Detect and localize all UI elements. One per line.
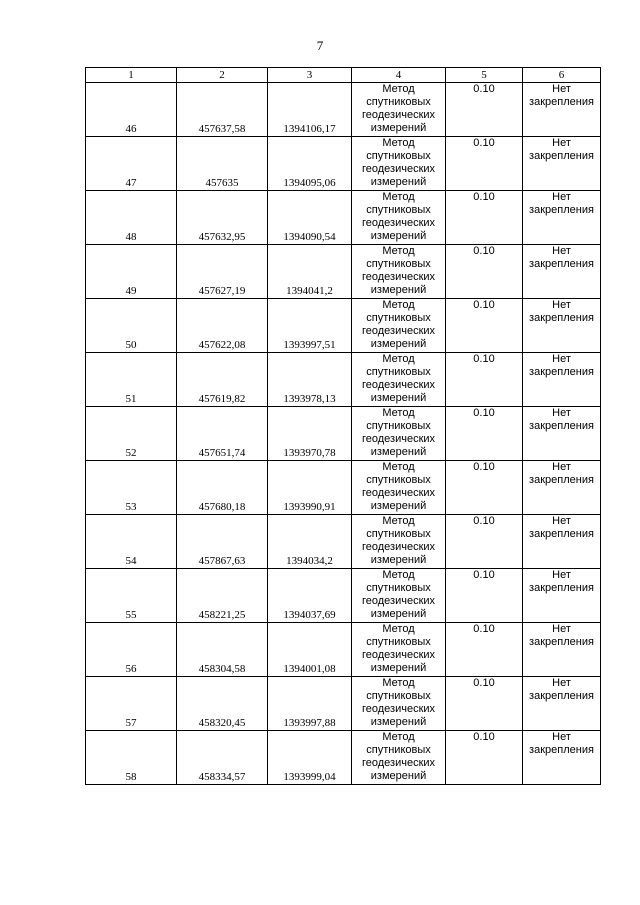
fixation-cell-text: Нет закрепления	[529, 353, 594, 378]
y-coordinate-cell-text: 1394095,06	[283, 177, 336, 189]
accuracy-cell	[446, 299, 523, 353]
point-number-cell	[86, 623, 177, 677]
table-row	[86, 191, 601, 245]
fixation-cell	[523, 407, 601, 461]
y-coordinate-cell	[268, 677, 352, 731]
y-coordinate-cell-text: 1394106,17	[283, 123, 336, 135]
x-coordinate-cell-text: 457627,19	[198, 285, 246, 297]
y-coordinate-cell	[268, 137, 352, 191]
y-coordinate-cell-text: 1394041,2	[286, 285, 333, 297]
y-coordinate-cell	[268, 353, 352, 407]
method-cell-text: Метод спутниковых геодезических измерений	[361, 623, 436, 674]
x-coordinate-cell-text: 457680,18	[198, 501, 246, 513]
fixation-cell-text: Нет закрепления	[529, 515, 594, 540]
point-number-cell-text: 48	[125, 231, 137, 243]
table-row	[86, 515, 601, 569]
x-coordinate-cell	[177, 137, 268, 191]
method-cell	[352, 407, 446, 461]
accuracy-cell-text: 0.10	[473, 515, 495, 527]
method-cell	[352, 191, 446, 245]
accuracy-cell	[446, 623, 523, 677]
page-number: 7	[316, 38, 324, 53]
accuracy-cell-text: 0.10	[473, 353, 495, 365]
fixation-cell-text: Нет закрепления	[529, 569, 594, 594]
y-coordinate-cell	[268, 299, 352, 353]
y-coordinate-cell-text: 1393997,88	[283, 717, 336, 729]
accuracy-cell-text: 0.10	[473, 569, 495, 581]
method-cell	[352, 245, 446, 299]
method-cell-text: Метод спутниковых геодезических измерений	[361, 731, 436, 782]
accuracy-cell-text: 0.10	[473, 137, 495, 149]
point-number-cell	[86, 407, 177, 461]
table-row	[86, 137, 601, 191]
header-cell-3: 3	[268, 68, 352, 83]
point-number-cell	[86, 245, 177, 299]
y-coordinate-cell	[268, 515, 352, 569]
table-row	[86, 677, 601, 731]
accuracy-cell-text: 0.10	[473, 299, 495, 311]
table-row	[86, 245, 601, 299]
point-number-cell-text: 58	[125, 771, 137, 783]
fixation-cell	[523, 353, 601, 407]
accuracy-cell-text: 0.10	[473, 407, 495, 419]
accuracy-cell-text: 0.10	[473, 623, 495, 635]
fixation-cell	[523, 677, 601, 731]
point-number-cell-text: 53	[125, 501, 137, 513]
method-cell-text: Метод спутниковых геодезических измерений	[361, 677, 436, 728]
x-coordinate-cell-text: 458334,57	[198, 771, 246, 783]
header-cell-4: 4	[352, 68, 446, 83]
method-cell-text: Метод спутниковых геодезических измерений	[361, 569, 436, 620]
point-number-cell-text: 51	[125, 393, 137, 405]
method-cell	[352, 461, 446, 515]
point-number-cell	[86, 569, 177, 623]
point-number-cell	[86, 677, 177, 731]
accuracy-cell-text: 0.10	[473, 191, 495, 203]
point-number-cell	[86, 137, 177, 191]
fixation-cell	[523, 515, 601, 569]
accuracy-cell-text: 0.10	[473, 677, 495, 689]
accuracy-cell-text: 0.10	[473, 83, 495, 95]
y-coordinate-cell-text: 1393970,78	[283, 447, 336, 459]
y-coordinate-cell	[268, 407, 352, 461]
method-cell	[352, 83, 446, 137]
x-coordinate-cell-text: 457635	[205, 177, 239, 189]
point-number-cell-text: 52	[125, 447, 137, 459]
y-coordinate-cell-text: 1393999,04	[283, 771, 336, 783]
header-cell-6: 6	[523, 68, 601, 83]
fixation-cell-text: Нет закрепления	[529, 677, 594, 702]
x-coordinate-cell	[177, 569, 268, 623]
fixation-cell-text: Нет закрепления	[529, 191, 594, 216]
method-cell-text: Метод спутниковых геодезических измерений	[361, 461, 436, 512]
fixation-cell-text: Нет закрепления	[529, 137, 594, 162]
method-cell	[352, 623, 446, 677]
x-coordinate-cell	[177, 191, 268, 245]
x-coordinate-cell	[177, 731, 268, 785]
method-cell	[352, 299, 446, 353]
y-coordinate-cell	[268, 623, 352, 677]
method-cell	[352, 569, 446, 623]
point-number-cell-text: 54	[125, 555, 137, 567]
table-body	[86, 83, 601, 785]
x-coordinate-cell	[177, 299, 268, 353]
x-coordinate-cell	[177, 623, 268, 677]
method-cell-text: Метод спутниковых геодезических измерений	[361, 353, 436, 404]
table-row	[86, 353, 601, 407]
x-coordinate-cell-text: 458320,45	[198, 717, 246, 729]
x-coordinate-cell-text: 457651,74	[198, 447, 246, 459]
method-cell-text: Метод спутниковых геодезических измерений	[361, 191, 436, 242]
fixation-cell	[523, 299, 601, 353]
table-row	[86, 569, 601, 623]
x-coordinate-cell-text: 457619,82	[198, 393, 246, 405]
method-cell-text: Метод спутниковых геодезических измерений	[361, 515, 436, 566]
method-cell-text: Метод спутниковых геодезических измерений	[361, 83, 436, 134]
point-number-cell	[86, 83, 177, 137]
y-coordinate-cell	[268, 83, 352, 137]
y-coordinate-cell	[268, 569, 352, 623]
table-header	[86, 68, 601, 83]
x-coordinate-cell	[177, 515, 268, 569]
x-coordinate-cell	[177, 83, 268, 137]
fixation-cell	[523, 569, 601, 623]
method-cell	[352, 677, 446, 731]
x-coordinate-cell-text: 458221,25	[198, 609, 246, 621]
fixation-cell	[523, 623, 601, 677]
y-coordinate-cell-text: 1393997,51	[283, 339, 336, 351]
x-coordinate-cell	[177, 353, 268, 407]
header-row	[86, 68, 601, 83]
method-cell	[352, 515, 446, 569]
method-cell-text: Метод спутниковых геодезических измерений	[361, 407, 436, 458]
accuracy-cell	[446, 83, 523, 137]
y-coordinate-cell-text: 1393978,13	[283, 393, 336, 405]
accuracy-cell-text: 0.10	[473, 245, 495, 257]
x-coordinate-cell	[177, 677, 268, 731]
accuracy-cell	[446, 353, 523, 407]
accuracy-cell	[446, 245, 523, 299]
point-number-cell	[86, 353, 177, 407]
table-row	[86, 623, 601, 677]
fixation-cell	[523, 83, 601, 137]
x-coordinate-cell-text: 457622,08	[198, 339, 246, 351]
point-number-cell-text: 56	[125, 663, 137, 675]
method-cell-text: Метод спутниковых геодезических измерений	[361, 245, 436, 296]
accuracy-cell-text: 0.10	[473, 461, 495, 473]
x-coordinate-cell-text: 457867,63	[198, 555, 246, 567]
point-number-cell	[86, 461, 177, 515]
y-coordinate-cell	[268, 731, 352, 785]
coordinates-table	[85, 67, 601, 785]
point-number-cell-text: 55	[125, 609, 137, 621]
fixation-cell-text: Нет закрепления	[529, 461, 594, 486]
accuracy-cell	[446, 407, 523, 461]
fixation-cell	[523, 245, 601, 299]
y-coordinate-cell-text: 1394034,2	[286, 555, 333, 567]
accuracy-cell	[446, 191, 523, 245]
point-number-cell	[86, 299, 177, 353]
x-coordinate-cell	[177, 245, 268, 299]
table-row	[86, 461, 601, 515]
accuracy-cell	[446, 731, 523, 785]
fixation-cell-text: Нет закрепления	[529, 245, 594, 270]
method-cell-text: Метод спутниковых геодезических измерений	[361, 299, 436, 350]
point-number-cell-text: 50	[125, 339, 137, 351]
fixation-cell-text: Нет закрепления	[529, 83, 594, 108]
fixation-cell	[523, 137, 601, 191]
method-cell	[352, 137, 446, 191]
fixation-cell-text: Нет закрепления	[529, 299, 594, 324]
fixation-cell-text: Нет закрепления	[529, 407, 594, 432]
point-number-cell	[86, 515, 177, 569]
point-number-cell-text: 49	[125, 285, 137, 297]
header-cell-2: 2	[177, 68, 268, 83]
table-row	[86, 731, 601, 785]
table-row	[86, 407, 601, 461]
x-coordinate-cell	[177, 461, 268, 515]
point-number-cell-text: 47	[125, 177, 137, 189]
point-number-cell	[86, 731, 177, 785]
y-coordinate-cell-text: 1394037,69	[283, 609, 336, 621]
y-coordinate-cell	[268, 245, 352, 299]
x-coordinate-cell-text: 457637,58	[198, 123, 246, 135]
accuracy-cell	[446, 569, 523, 623]
table-row	[86, 299, 601, 353]
x-coordinate-cell-text: 458304,58	[198, 663, 246, 675]
point-number-cell	[86, 191, 177, 245]
x-coordinate-cell-text: 457632,95	[198, 231, 246, 243]
accuracy-cell-text: 0.10	[473, 731, 495, 743]
accuracy-cell	[446, 677, 523, 731]
x-coordinate-cell	[177, 407, 268, 461]
accuracy-cell	[446, 461, 523, 515]
point-number-cell-text: 57	[125, 717, 137, 729]
y-coordinate-cell-text: 1393990,91	[283, 501, 336, 513]
method-cell	[352, 353, 446, 407]
table-row	[86, 83, 601, 137]
header-cell-1: 1	[86, 68, 177, 83]
method-cell	[352, 731, 446, 785]
y-coordinate-cell-text: 1394090,54	[283, 231, 336, 243]
y-coordinate-cell	[268, 191, 352, 245]
y-coordinate-cell	[268, 461, 352, 515]
fixation-cell	[523, 191, 601, 245]
fixation-cell-text: Нет закрепления	[529, 731, 594, 756]
fixation-cell-text: Нет закрепления	[529, 623, 594, 648]
accuracy-cell	[446, 137, 523, 191]
fixation-cell	[523, 461, 601, 515]
accuracy-cell	[446, 515, 523, 569]
method-cell-text: Метод спутниковых геодезических измерений	[361, 137, 436, 188]
fixation-cell	[523, 731, 601, 785]
y-coordinate-cell-text: 1394001,08	[283, 663, 336, 675]
point-number-cell-text: 46	[125, 123, 137, 135]
header-cell-5: 5	[446, 68, 523, 83]
